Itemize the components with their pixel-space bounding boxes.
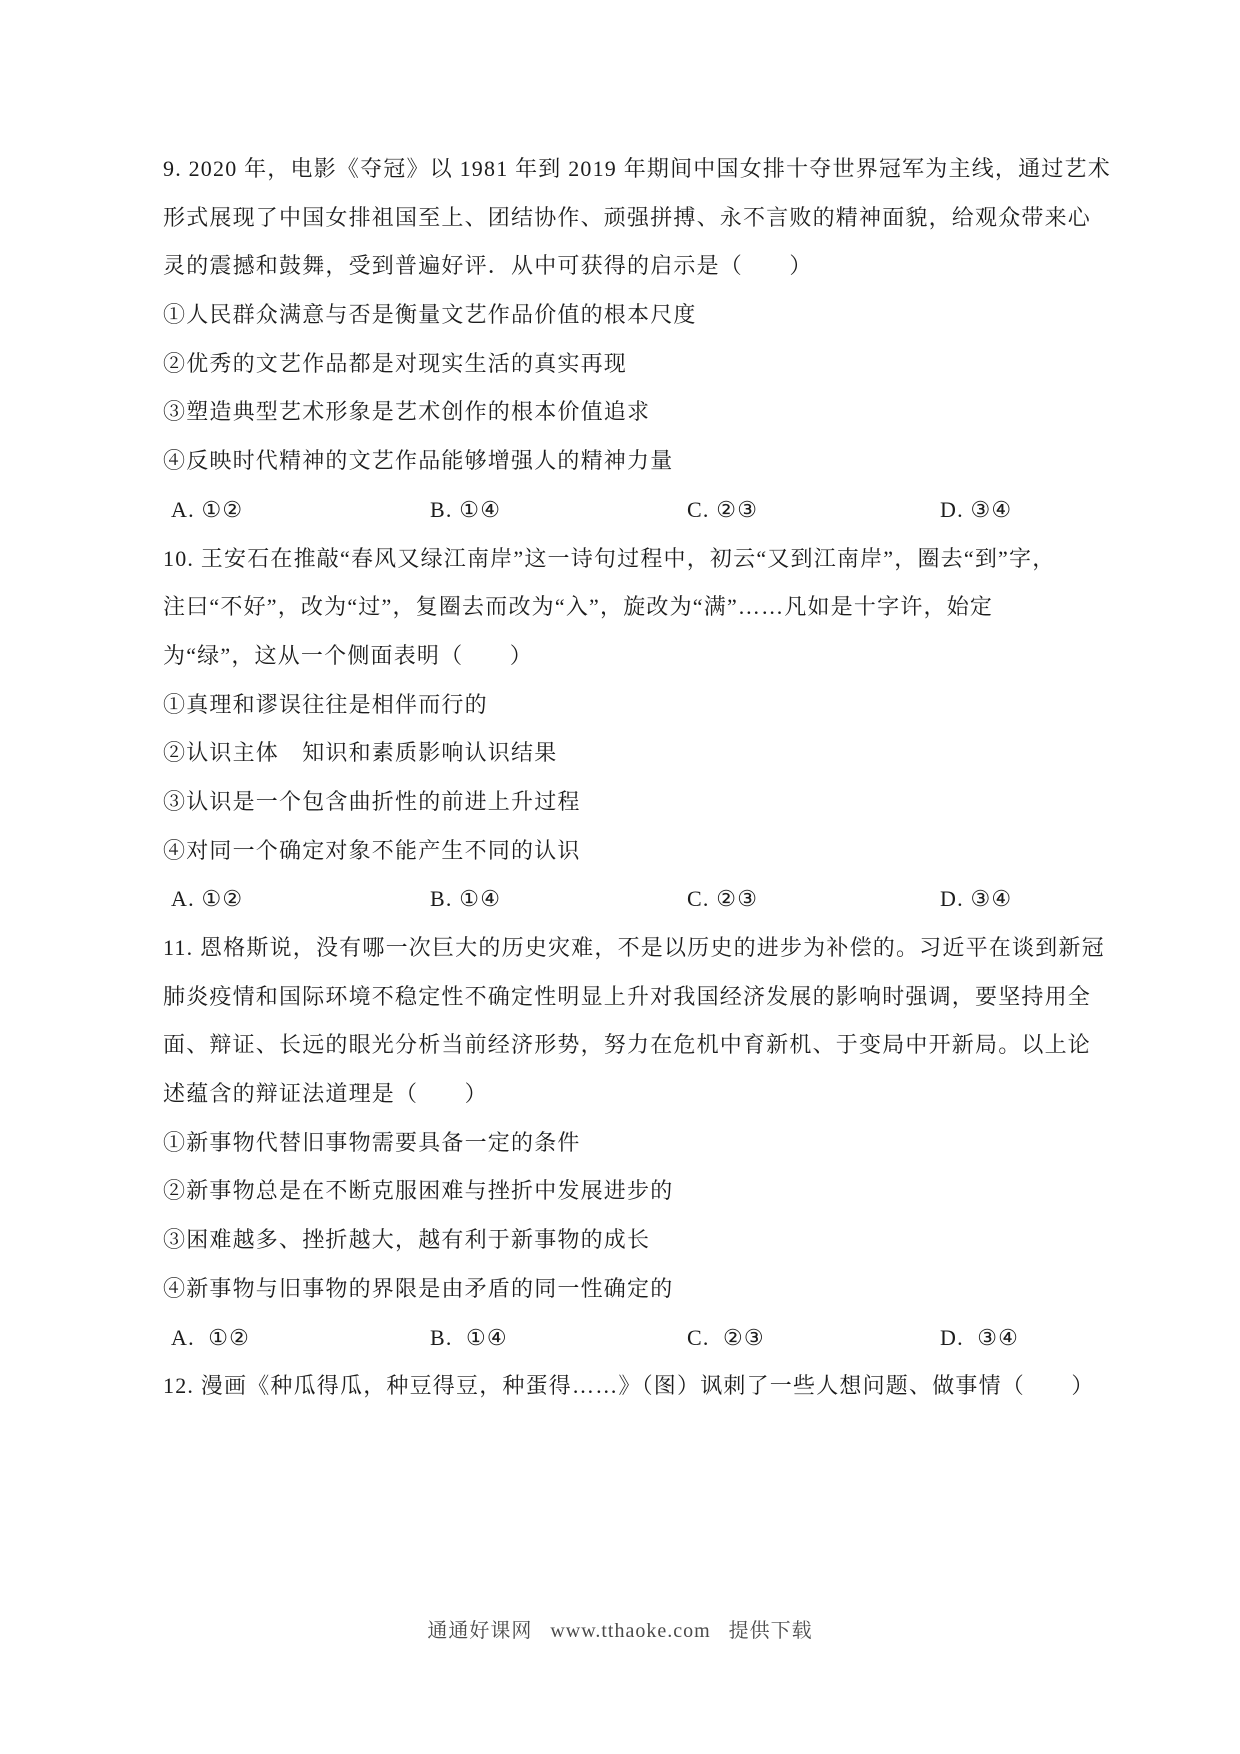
question-12 — [163, 1362, 1123, 1411]
question-11-stem-line-3: 面、辩证、长远的眼光分析当前经济形势，努力在危机中育新机、于变局中开新局。以上论 — [163, 1032, 1092, 1058]
question-11-stem-line-2: 肺炎疫情和国际环境不稳定性不确定性明显上升对我国经济发展的影响时强调，要坚持用全 — [163, 983, 1092, 1009]
question-9-stem-line-1: 9. 2020 年，电影《夺冠》以 1981 年到 2019 年期间中国女排十夺世界冠军为主线，通过艺术 — [163, 156, 1111, 181]
question-11-answer-d: D. ③④ — [940, 1324, 1020, 1350]
question-9 — [163, 145, 1123, 535]
exam-content — [163, 145, 1123, 1411]
footer-site-name: 通通好课网 — [427, 1620, 533, 1642]
question-12-stem-line-1: 12. 漫画《种瓜得瓜，种豆得豆，种蛋得……》（图）讽刺了一些人想问题、做事情（ ） — [163, 1373, 1095, 1399]
question-10-option-3: ③认识是一个包含曲折性的前进上升过程 — [163, 788, 581, 814]
question-11-option-1: ①新事物代替旧事物需要具备一定的条件 — [163, 1129, 581, 1155]
question-9-stem-line-3: 灵的震撼和鼓舞，受到普遍好评．从中可获得的启示是（ ） — [163, 253, 813, 279]
question-10-answer-b: B. ①④ — [430, 886, 502, 912]
question-9-option-4: ④反映时代精神的文艺作品能够增强人的精神力量 — [163, 448, 674, 474]
question-9-answer-row — [163, 486, 1123, 535]
question-10-answer-d: D. ③④ — [940, 886, 1013, 912]
question-11-answer-a: A. ①② — [171, 1324, 251, 1350]
page-footer — [0, 1616, 1240, 1646]
question-11-answer-b: B. ①④ — [430, 1324, 508, 1350]
question-11-answer-row — [163, 1314, 1123, 1363]
question-11-option-4: ④新事物与旧事物的界限是由矛盾的同一性确定的 — [163, 1275, 674, 1301]
question-11-answer-c: C. ②③ — [687, 1324, 765, 1350]
question-9-answer-d: D. ③④ — [940, 496, 1013, 522]
question-11-option-3: ③困难越多、挫折越大，越有利于新事物的成长 — [163, 1227, 651, 1253]
question-9-answer-c: C. ②③ — [687, 496, 759, 522]
question-10 — [163, 535, 1123, 925]
question-9-option-2: ②优秀的文艺作品都是对现实生活的真实再现 — [163, 350, 628, 376]
footer-download-note: 提供下载 — [728, 1620, 813, 1642]
question-9-answer-a: A. ①② — [171, 496, 244, 522]
question-10-option-1: ①真理和谬误往往是相伴而行的 — [163, 691, 488, 717]
question-10-option-2: ②认识主体 知识和素质影响认识结果 — [163, 740, 558, 766]
question-10-answer-row — [163, 875, 1123, 924]
question-10-stem-line-2: 注曰“不好”，改为“过”，复圈去而改为“入”，旋改为“满”……凡如是十字许，始定 — [163, 594, 994, 620]
question-10-answer-a: A. ①② — [171, 886, 244, 912]
question-11-stem-line-1: 11. 恩格斯说，没有哪一次巨大的历史灾难，不是以历史的进步为补偿的。习近平在谈到新冠 — [163, 935, 1105, 960]
question-10-stem-line-1: 10. 王安石在推敲“春风又绿江南岸”这一诗句过程中，初云“又到江南岸”，圈去“到”字， — [163, 545, 1056, 571]
question-10-answer-c: C. ②③ — [687, 886, 759, 912]
question-9-option-1: ①人民群众满意与否是衡量文艺作品价值的根本尺度 — [163, 302, 697, 328]
question-11 — [163, 924, 1123, 1362]
question-9-answer-b: B. ①④ — [430, 496, 502, 522]
question-11-stem-line-4: 述蕴含的辩证法道理是（ ） — [163, 1081, 488, 1107]
question-11-option-2: ②新事物总是在不断克服困难与挫折中发展进步的 — [163, 1178, 674, 1204]
question-9-stem-line-2: 形式展现了中国女排祖国至上、团结协作、顽强拼搏、永不言败的精神面貌，给观众带来心 — [163, 204, 1092, 230]
question-10-option-4: ④对同一个确定对象不能产生不同的认识 — [163, 837, 581, 863]
footer-site-url: www.tthaoke.com — [550, 1620, 711, 1642]
question-9-option-3: ③塑造典型艺术形象是艺术创作的根本价值追求 — [163, 399, 651, 425]
question-10-stem-line-3: 为“绿”，这从一个侧面表明（ ） — [163, 642, 533, 668]
